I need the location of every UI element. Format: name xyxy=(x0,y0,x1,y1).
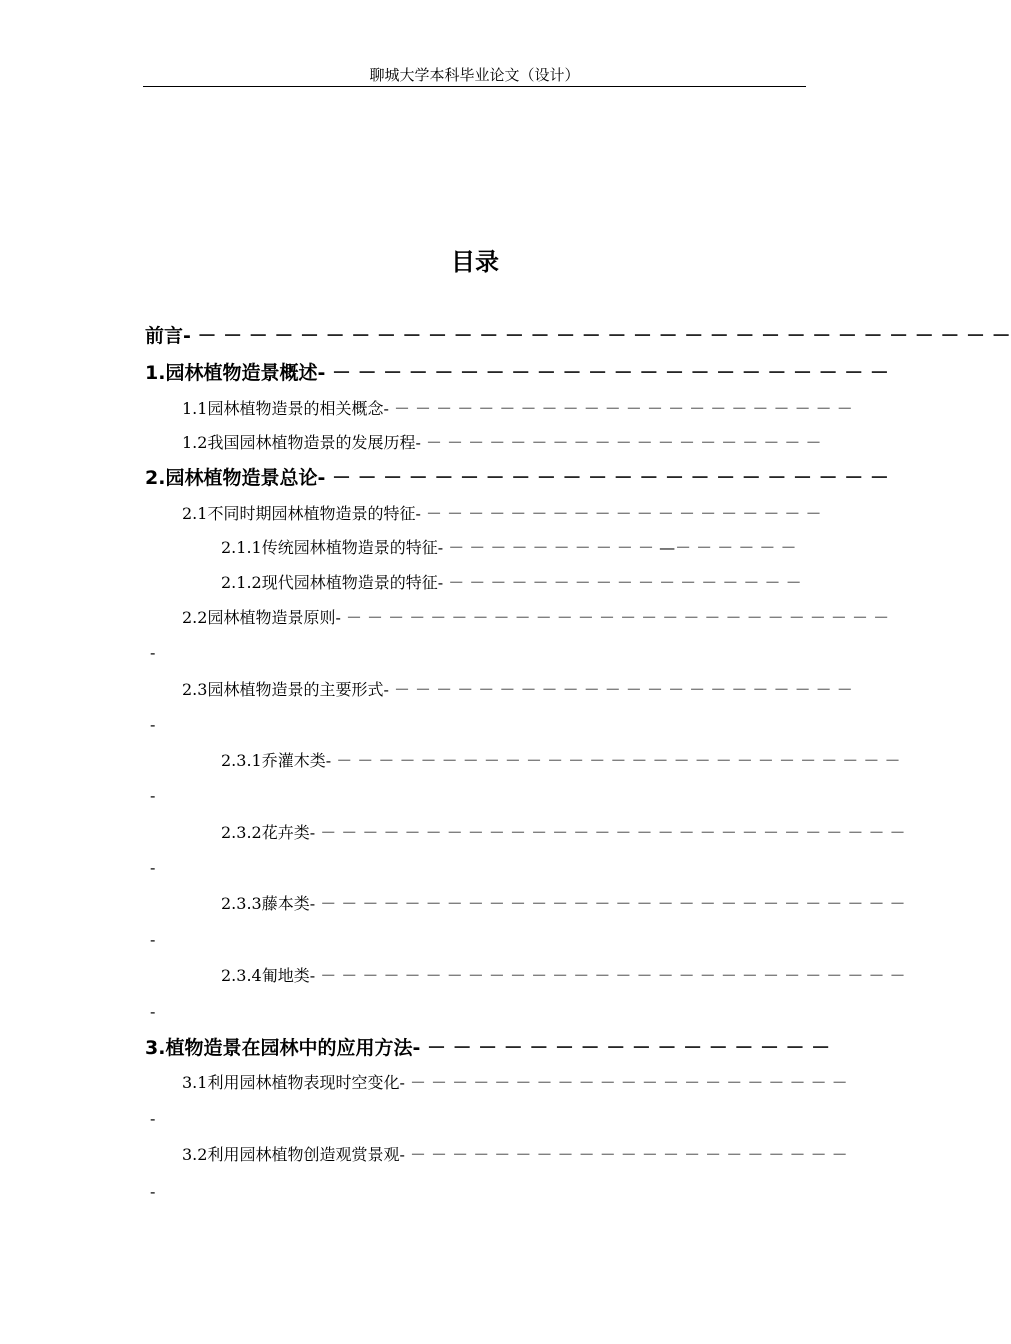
toc-entry-preface[interactable] xyxy=(145,321,1011,351)
toc-leader: - － － － － － － － － － － － － － － － － － － － xyxy=(415,433,822,452)
toc-leader: - － － － － － － － － － － － － － － － － － － － － － － － － － － － xyxy=(325,751,901,770)
toc-leader: - － － － － － － － － － － － － － － － － － － － － － － － － － － xyxy=(335,608,890,627)
toc-leader-wrap: - xyxy=(150,1109,156,1128)
toc-entry-text: 1.1园林植物造景的相关概念 xyxy=(182,399,384,418)
toc-leader: - － － － － － － － － － － —－ － － － － － xyxy=(437,538,797,557)
toc-entry-2[interactable] xyxy=(145,463,889,493)
toc-entry-2-1-2[interactable] xyxy=(221,568,802,598)
toc-entry-text: 2.3园林植物造景的主要形式 xyxy=(182,680,384,699)
toc-leader-wrap: - xyxy=(150,643,156,662)
toc-entry-2-3[interactable] xyxy=(182,675,853,705)
toc-leader: - － － － － － － － － － － － － － － － － － － － － － － － － － － － － xyxy=(309,966,906,985)
toc-leader-wrap: - xyxy=(150,930,156,949)
toc-entry-3-1[interactable] xyxy=(182,1068,848,1098)
toc-entry-2-3-4[interactable] xyxy=(221,961,906,991)
toc-entry-text: 2.1不同时期园林植物造景的特征 xyxy=(182,504,416,523)
toc-title: 目录 xyxy=(451,248,499,276)
toc-entry-1-2[interactable] xyxy=(182,428,822,458)
toc-entry-3[interactable] xyxy=(145,1033,831,1063)
toc-leader: - － － － － － － － － － － － － － － － － － － － － － － xyxy=(317,467,889,489)
toc-leader-wrap: - xyxy=(150,858,156,877)
toc-entry-text: 2.3.2花卉类 xyxy=(221,823,310,842)
toc-leader: - － － － － － － － － － － － － － － － － － － － － － － xyxy=(383,399,853,418)
toc-leader: - － － － － － － － － － － － － － － － － xyxy=(412,1037,831,1059)
toc-leader-wrap: - xyxy=(150,786,156,805)
toc-leader: - － － － － － － － － － － － － － － － － － － － － － － － － － － － － xyxy=(309,823,906,842)
toc-entry-1[interactable] xyxy=(145,358,889,388)
toc-leader: - － － － － － － － － － － － － － － － － － － － xyxy=(415,504,822,523)
toc-leader-wrap: - xyxy=(150,715,156,734)
toc-leader-wrap: - xyxy=(150,1002,156,1021)
toc-leader: - － － － － － － － － － － － － － － － － － － － － － xyxy=(399,1145,848,1164)
toc-entry-text: 前言 xyxy=(145,325,184,347)
toc-entry-text: 2.2园林植物造景原则 xyxy=(182,608,336,627)
toc-entry-text: 3.2利用园林植物创造观赏景观 xyxy=(182,1145,400,1164)
toc-entry-text: 3.1利用园林植物表现时空变化 xyxy=(182,1073,400,1092)
toc-leader: - － － － － － － － － － － － － － － － － － － － － － － xyxy=(383,680,853,699)
toc-entry-2-1-1[interactable] xyxy=(221,533,797,563)
toc-entry-2-3-3[interactable] xyxy=(221,889,906,919)
toc-leader-wrap: - xyxy=(150,1182,156,1201)
toc-leader: - － － － － － － － － － － － － － － － － － － － － － － － － － － － － xyxy=(309,894,906,913)
toc-entry-text: 1.2我国园林植物造景的发展历程 xyxy=(182,433,416,452)
toc-entry-text: 2.1.2现代园林植物造景的特征 xyxy=(221,573,438,592)
toc-entry-3-2[interactable] xyxy=(182,1140,848,1170)
toc-entry-text: 2.3.3藤本类 xyxy=(221,894,310,913)
toc-entry-text: 2.3.1乔灌木类 xyxy=(221,751,326,770)
toc-leader: - － － － － － － － － － － － － － － － － － － － － － xyxy=(399,1073,848,1092)
header-title: 聊城大学本科毕业论文（设计） xyxy=(369,66,580,84)
toc-entry-2-3-1[interactable] xyxy=(221,746,901,776)
toc-entry-1-1[interactable] xyxy=(182,394,853,424)
toc-entry-2-3-2[interactable] xyxy=(221,818,906,848)
toc-leader: - － － － － － － － － － － － － － － － － － xyxy=(437,573,802,592)
toc-entry-2-2[interactable] xyxy=(182,603,890,633)
toc-leader: - － － － － － － － － － － － － － － － － － － － － － － － － － － － － － － － － xyxy=(183,325,1011,347)
toc-entry-2-1[interactable] xyxy=(182,499,822,529)
toc-entry-text: 2.1.1传统园林植物造景的特征 xyxy=(221,538,438,557)
toc-entry-text: 1.园林植物造景概述 xyxy=(145,362,318,384)
toc-entry-text: 3.植物造景在园林中的应用方法 xyxy=(145,1037,413,1059)
toc-entry-text: 2.园林植物造景总论 xyxy=(145,467,318,489)
toc-entry-text: 2.3.4匍地类 xyxy=(221,966,310,985)
toc-leader: - － － － － － － － － － － － － － － － － － － － － － － xyxy=(317,362,889,384)
